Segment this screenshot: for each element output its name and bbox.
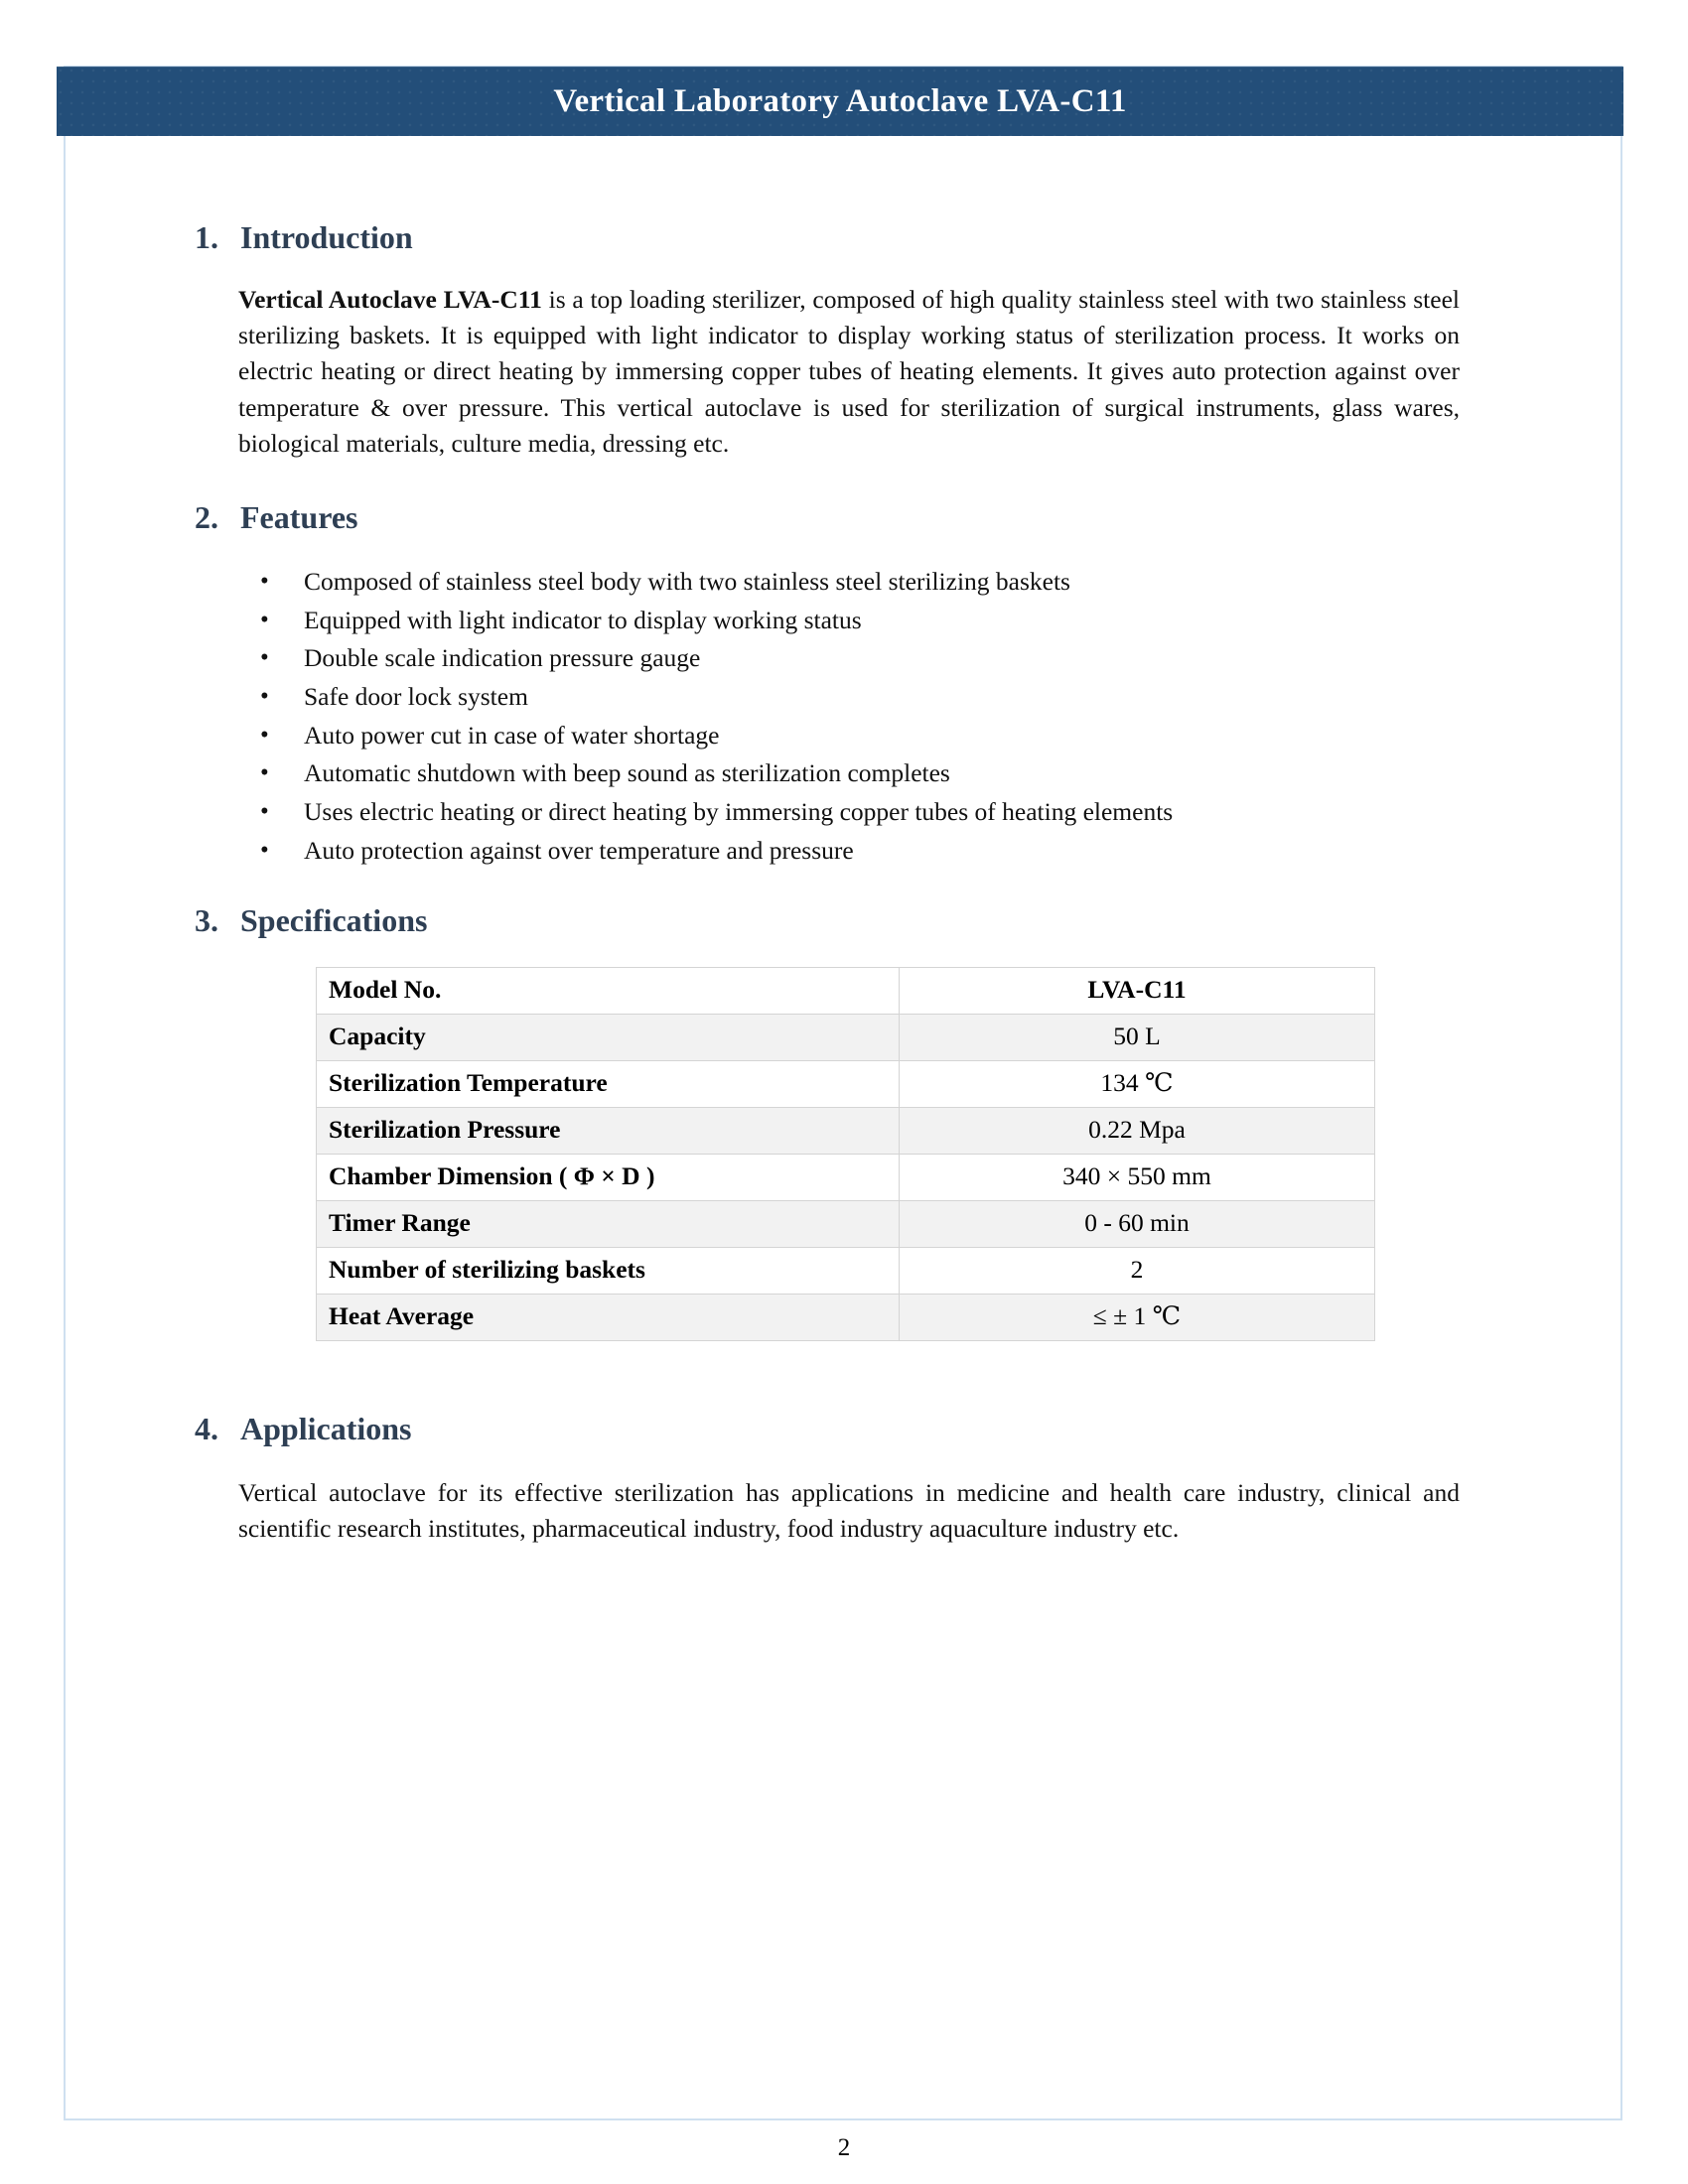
list-item xyxy=(256,679,1460,715)
list-item-label: Auto protection against over temperature and pressure xyxy=(304,835,854,865)
table-cell-value: ≤ ± 1 ℃ xyxy=(900,1294,1375,1340)
table-cell-key: Chamber Dimension ( Φ × D ) xyxy=(317,1154,900,1200)
table-row xyxy=(317,1154,1375,1200)
introduction-lead-bold: Vertical Autoclave LVA-C11 xyxy=(238,285,542,314)
section-title: Features xyxy=(240,499,358,536)
table-cell-value: 340 × 550 mm xyxy=(900,1154,1375,1200)
table-cell-value: 50 L xyxy=(900,1014,1375,1060)
bullet-icon: • xyxy=(260,721,269,749)
table-cell-key: Sterilization Temperature xyxy=(317,1060,900,1107)
list-item xyxy=(256,794,1460,830)
table-cell-key: Number of sterilizing baskets xyxy=(317,1247,900,1294)
bullet-icon: • xyxy=(260,798,269,826)
table-row xyxy=(317,1294,1375,1340)
section-applications xyxy=(0,1411,1688,1547)
bullet-icon: • xyxy=(260,683,269,711)
table-row xyxy=(317,1014,1375,1060)
table-row xyxy=(317,1060,1375,1107)
section-number: 4. xyxy=(195,1410,218,1446)
section-number: 2. xyxy=(195,499,218,536)
specifications-table xyxy=(316,967,1375,1341)
section-number: 1. xyxy=(195,219,218,255)
table-cell-value: 0.22 Mpa xyxy=(900,1107,1375,1154)
page-number: 2 xyxy=(837,2134,851,2161)
list-item xyxy=(256,833,1460,869)
heading-applications xyxy=(0,1411,1688,1447)
applications-paragraph: Vertical autoclave for its effective sterilization has applications in medicine and health care industry, clinical and scientific research institutes, pharmaceutical industry, food industry aquaculture industry etc. xyxy=(238,1477,1460,1543)
table-row xyxy=(317,1107,1375,1154)
table-cell-key: Capacity xyxy=(317,1014,900,1060)
heading-introduction xyxy=(0,219,1688,256)
bullet-icon: • xyxy=(260,644,269,672)
list-item-label: Uses electric heating or direct heating by immersing copper tubes of heating elements xyxy=(304,797,1174,827)
section-features xyxy=(0,499,1688,869)
list-item-label: Safe door lock system xyxy=(304,682,528,712)
page-header-banner xyxy=(57,67,1623,136)
list-item-label: Composed of stainless steel body with two stainless steel sterilizing baskets xyxy=(304,567,1070,597)
list-item-label: Automatic shutdown with beep sound as sterilization completes xyxy=(304,758,950,788)
table-cell-value: 2 xyxy=(900,1247,1375,1294)
introduction-body: is a top loading sterilizer, composed of high quality stainless steel with two stainless steel sterilizing baskets. It is equipped with light indicator to display working status of sterilization process. It works on electric heating or direct heating by immersing copper tubes of heating elements. It gives auto protection against over temperature & over pressure. This vertical autoclave is used for sterilization of surgical instruments, glass wares, biological materials, culture media, dressing etc. xyxy=(238,285,1460,458)
heading-specifications xyxy=(0,902,1688,939)
document-content xyxy=(0,136,1688,1547)
bullet-icon: • xyxy=(260,606,269,633)
bullet-icon: • xyxy=(260,759,269,787)
bullet-icon: • xyxy=(260,568,269,596)
table-cell-value: LVA-C11 xyxy=(900,967,1375,1014)
section-title: Applications xyxy=(240,1410,412,1446)
list-item-label: Double scale indication pressure gauge xyxy=(304,643,701,673)
section-title: Specifications xyxy=(240,901,428,938)
table-cell-key: Heat Average xyxy=(317,1294,900,1340)
table-row xyxy=(317,1200,1375,1247)
list-item-label: Equipped with light indicator to display working status xyxy=(304,605,862,634)
table-cell-value: 134 ℃ xyxy=(900,1060,1375,1107)
table-cell-key: Model No. xyxy=(317,967,900,1014)
page-title: Vertical Laboratory Autoclave LVA-C11 xyxy=(553,82,1127,119)
list-item xyxy=(256,564,1460,600)
list-item xyxy=(256,603,1460,638)
table-cell-key: Timer Range xyxy=(317,1200,900,1247)
bullet-icon: • xyxy=(260,836,269,864)
list-item-label: Auto power cut in case of water shortage xyxy=(304,720,720,750)
table-row xyxy=(317,1247,1375,1294)
table-cell-key: Sterilization Pressure xyxy=(317,1107,900,1154)
section-specifications xyxy=(0,902,1688,1341)
section-number: 3. xyxy=(195,901,218,938)
list-item xyxy=(256,718,1460,753)
page-footer xyxy=(0,2134,1688,2162)
features-list xyxy=(256,564,1460,869)
section-title: Introduction xyxy=(240,219,413,255)
introduction-paragraph xyxy=(238,282,1460,462)
heading-features xyxy=(0,499,1688,536)
table-cell-value: 0 - 60 min xyxy=(900,1200,1375,1247)
list-item xyxy=(256,640,1460,676)
table-row xyxy=(317,967,1375,1014)
section-introduction xyxy=(0,219,1688,462)
list-item xyxy=(256,755,1460,791)
